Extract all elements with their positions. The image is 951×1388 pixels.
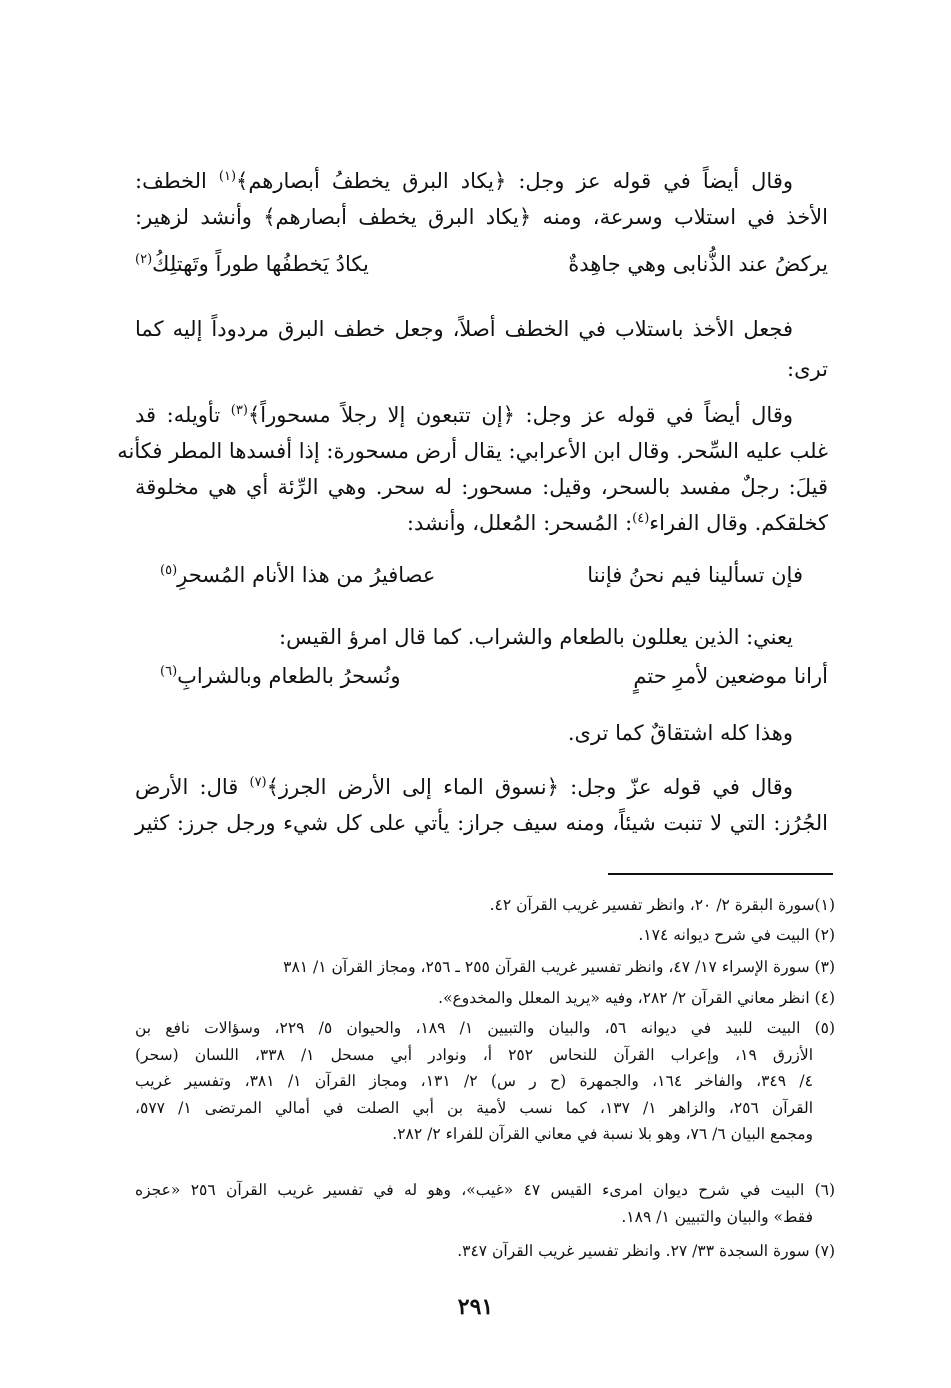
text-run: قال: الأرض (135, 775, 250, 799)
text-run: وقال في قوله عزّ وجل: ﴿نسوق الماء إلى الأرض الجرز﴾ (266, 775, 793, 799)
footnote-line: (٦) البيت في شرح ديوان امرىء القيس ٤٧ «غيب»، وهو له في تفسير غريب القرآن ٢٥٦ «عجزه (135, 1181, 836, 1199)
footnote-ref: (٣) (230, 403, 248, 418)
text-run: وقال أيضاً في قوله عز وجل: ﴿إن تتبعون إلا رجلاً مسحوراً﴾ (247, 403, 794, 427)
text-run: الخطف: (135, 169, 219, 193)
footnote-line: (٥) البيت للبيد في ديوانه ٥٦، والبيان والتبيين ١/ ١٨٩، والحيوان ٥/ ٢٢٩، وسؤالات نافع بن (135, 1019, 836, 1037)
text-line: فجعل الأخذ باستلاب في الخطف أصلاً، وجعل خطف البرق مردوداً إليه كما (135, 317, 793, 341)
text-line: غلب عليه السِّحر. وقال ابن الأعرابي: يقال أرض مسحورة: إذا أفسدها المطر فكأنه (117, 439, 828, 463)
text-run: يكادُ يَخطفُها طوراً وتَهتلِكُ (152, 252, 369, 276)
footnote-ref: (٦) (160, 664, 178, 679)
footnote-ref: (٥) (160, 563, 178, 578)
verse-second-hemistich (160, 664, 400, 688)
text-run: وقال أيضاً في قوله عز وجل: ﴿يكاد البرق يخطفُ أبصارهم﴾ (236, 169, 793, 193)
verse-2 (135, 563, 828, 597)
text-line (135, 398, 828, 432)
footnote-line: الأزرق ١٩، وإعراب القرآن للنحاس ٢٥٢ أ، ونوادر أبي مسحل ١/ ٣٣٨، اللسان (سحر) (135, 1045, 814, 1064)
footnote-line: فقط» والبيان والتبيين ١/ ١٨٩. (621, 1207, 813, 1226)
footnote-ref: (١) (218, 169, 237, 184)
text-line: الجُرُز: التي لا تنبت شيئاً، ومنه سيف جراز: يأتي على كل شيء ورجل جرز: كثير (135, 811, 828, 835)
text-line (135, 164, 828, 198)
text-line (135, 506, 828, 540)
footnote-1: (١)سورة البقرة ٢/ ٢٠، وانظر تفسير غريب القرآن ٤٢. (489, 896, 835, 914)
verse-1 (135, 252, 828, 286)
footnote-line: ٤/ ٣٤٩، والفاخر ١٦٤، والجمهرة (ح ر س) ٢/ ١٣١، ومجاز القرآن ١/ ٣٨١، وتفسير غريب (135, 1072, 813, 1090)
verse-first-hemistich: أرانا موضعين لأمرِ حتمٍ (633, 664, 828, 688)
text-run: عصافيرُ من هذا الأنام المُسحرِ (177, 563, 436, 587)
footnote-3: (٣) سورة الإسراء ١٧/ ٤٧، وانظر تفسير غريب القرآن ٢٥٥ ـ ٢٥٦، ومجاز القرآن ١/ ٣٨١ (283, 958, 835, 976)
verse-second-hemistich (160, 563, 435, 587)
text-line: يعني: الذين يعللون بالطعام والشراب. كما قال امرؤ القيس: (279, 625, 793, 649)
text-line: ترى: (787, 357, 828, 381)
text-run: ونُسحرُ بالطعام وبالشرابِ (177, 664, 401, 688)
text-run: تأويله: قد (135, 403, 231, 427)
footnote-2: (٢) البيت في شرح ديوانه ١٧٤. (638, 926, 835, 944)
text-run: : المُسحر: المُعلل، وأنشد: (406, 511, 633, 535)
footnote-ref: (٢) (135, 252, 153, 267)
verse-first-hemistich: يركضُ عند الذُّنابى وهي جاهِدةٌ (568, 252, 828, 276)
footnote-7: (٧) سورة السجدة ٣٣/ ٢٧. وانظر تفسير غريب القرآن ٣٤٧. (457, 1242, 835, 1260)
verse-second-hemistich (135, 252, 369, 276)
footnote-4: (٤) انظر معاني القرآن ٢/ ٢٨٢، وفيه «يريد المعلل والمخدوع». (438, 989, 835, 1007)
text-line (135, 770, 828, 804)
footnote-5 (135, 1015, 835, 1148)
footnote-ref: (٧) (249, 775, 267, 790)
footnote-line: القرآن ٢٥٦، والزاهر ١/ ١٣٧، كما نسب لأمية بن أبي الصلت في أمالي المرتضى ١/ ٥٧٧، (135, 1098, 814, 1117)
footnote-line: ومجمع البيان ٦/ ٧٦، وهو بلا نسبة في معاني القرآن للفراء ٢/ ٢٨٢. (392, 1125, 813, 1143)
footnote-separator (608, 873, 833, 875)
text-line: الأخذ في استلاب وسرعة، ومنه ﴿يكاد البرق يخطف أبصارهم﴾ وأنشد لزهير: (135, 205, 828, 229)
footnote-ref: (٤) (632, 511, 650, 526)
text-line: قيلَ: رجلٌ مفسد بالسحر، وقيل: مسحور: له سحر. وهي الرِّئة أي هي مخلوقة (135, 475, 828, 499)
page-number: ٢٩١ (457, 1294, 494, 1320)
text-line: وهذا كله اشتقاقٌ كما ترى. (567, 721, 793, 745)
text-run: كخلقكم. وقال الفراء (649, 511, 828, 535)
verse-3 (135, 664, 828, 698)
footnote-6 (135, 1177, 835, 1230)
verse-first-hemistich: فإن تسألينا فيم نحنُ فإننا (587, 563, 803, 587)
